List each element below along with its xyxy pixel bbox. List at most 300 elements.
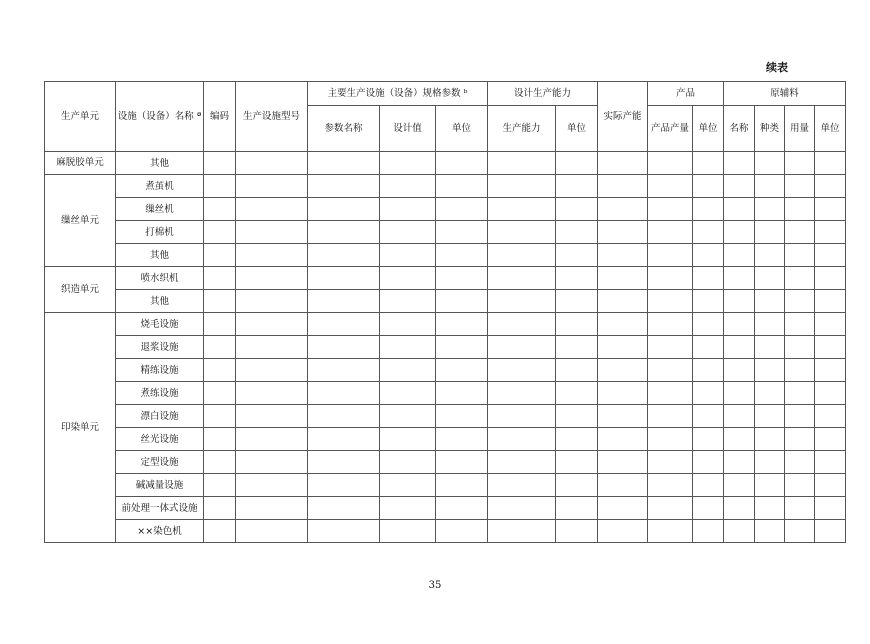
empty-cell <box>648 451 693 474</box>
empty-cell <box>236 198 308 221</box>
empty-cell <box>598 198 648 221</box>
page-number: 35 <box>428 580 442 591</box>
empty-cell <box>236 428 308 451</box>
empty-cell <box>785 405 815 428</box>
empty-cell <box>204 175 236 198</box>
facility-name-cell: 打棉机 <box>116 221 204 244</box>
header-raw-amount: 用量 <box>785 106 815 152</box>
empty-cell <box>785 382 815 405</box>
header-actual-capacity: 实际产能 <box>598 82 648 152</box>
empty-cell <box>436 382 488 405</box>
empty-cell <box>204 520 236 543</box>
empty-cell <box>598 221 648 244</box>
empty-cell <box>724 198 755 221</box>
empty-cell <box>308 520 380 543</box>
empty-cell <box>755 474 785 497</box>
empty-cell <box>648 497 693 520</box>
empty-cell <box>380 451 436 474</box>
empty-cell <box>598 359 648 382</box>
empty-cell <box>488 428 556 451</box>
empty-cell <box>380 152 436 175</box>
empty-cell <box>724 520 755 543</box>
facility-name-cell: 精练设施 <box>116 359 204 382</box>
header-capacity: 生产能力 <box>488 106 556 152</box>
empty-cell <box>724 428 755 451</box>
empty-cell <box>648 474 693 497</box>
empty-cell <box>785 336 815 359</box>
empty-cell <box>785 359 815 382</box>
empty-cell <box>488 152 556 175</box>
empty-cell <box>204 221 236 244</box>
empty-cell <box>308 451 380 474</box>
empty-cell <box>488 336 556 359</box>
empty-cell <box>815 267 846 290</box>
empty-cell <box>724 313 755 336</box>
empty-cell <box>785 175 815 198</box>
table-row <box>45 267 846 290</box>
empty-cell <box>693 451 724 474</box>
empty-cell <box>380 520 436 543</box>
empty-cell <box>598 451 648 474</box>
empty-cell <box>785 313 815 336</box>
table-row <box>45 359 846 382</box>
facility-name-cell: ××染色机 <box>116 520 204 543</box>
empty-cell <box>204 336 236 359</box>
empty-cell <box>204 359 236 382</box>
empty-cell <box>436 175 488 198</box>
empty-cell <box>556 267 598 290</box>
empty-cell <box>488 175 556 198</box>
facility-name-cell: 烧毛设施 <box>116 313 204 336</box>
empty-cell <box>236 451 308 474</box>
empty-cell <box>436 267 488 290</box>
empty-cell <box>308 474 380 497</box>
empty-cell <box>815 336 846 359</box>
empty-cell <box>724 359 755 382</box>
empty-cell <box>236 336 308 359</box>
empty-cell <box>308 405 380 428</box>
empty-cell <box>556 382 598 405</box>
empty-cell <box>488 313 556 336</box>
empty-cell <box>556 221 598 244</box>
empty-cell <box>598 382 648 405</box>
empty-cell <box>598 474 648 497</box>
empty-cell <box>598 520 648 543</box>
empty-cell <box>755 336 785 359</box>
empty-cell <box>436 221 488 244</box>
empty-cell <box>556 405 598 428</box>
empty-cell <box>380 313 436 336</box>
empty-cell <box>815 428 846 451</box>
empty-cell <box>556 336 598 359</box>
empty-cell <box>436 405 488 428</box>
empty-cell <box>308 198 380 221</box>
production-unit-cell: 印染单元 <box>45 313 116 543</box>
empty-cell <box>436 359 488 382</box>
empty-cell <box>204 382 236 405</box>
empty-cell <box>755 152 785 175</box>
table-row <box>45 290 846 313</box>
empty-cell <box>556 451 598 474</box>
empty-cell <box>648 428 693 451</box>
empty-cell <box>488 451 556 474</box>
empty-cell <box>236 313 308 336</box>
empty-cell <box>308 267 380 290</box>
empty-cell <box>755 520 785 543</box>
header-code: 编码 <box>204 82 236 152</box>
empty-cell <box>204 267 236 290</box>
facility-name-cell: 其他 <box>116 244 204 267</box>
empty-cell <box>724 451 755 474</box>
empty-cell <box>755 428 785 451</box>
production-unit-cell: 织造单元 <box>45 267 116 313</box>
empty-cell <box>724 152 755 175</box>
table-row <box>45 336 846 359</box>
empty-cell <box>785 221 815 244</box>
empty-cell <box>436 336 488 359</box>
empty-cell <box>755 497 785 520</box>
facility-name-cell: 碱减量设施 <box>116 474 204 497</box>
empty-cell <box>598 313 648 336</box>
empty-cell <box>380 267 436 290</box>
empty-cell <box>785 152 815 175</box>
empty-cell <box>755 175 785 198</box>
table-row <box>45 405 846 428</box>
empty-cell <box>724 290 755 313</box>
empty-cell <box>755 221 785 244</box>
empty-cell <box>204 198 236 221</box>
empty-cell <box>648 336 693 359</box>
empty-cell <box>693 474 724 497</box>
empty-cell <box>598 405 648 428</box>
empty-cell <box>380 428 436 451</box>
empty-cell <box>724 382 755 405</box>
empty-cell <box>598 152 648 175</box>
empty-cell <box>488 290 556 313</box>
empty-cell <box>488 382 556 405</box>
empty-cell <box>556 152 598 175</box>
facility-name-cell: 其他 <box>116 152 204 175</box>
table-row <box>45 152 846 175</box>
empty-cell <box>488 198 556 221</box>
empty-cell <box>204 313 236 336</box>
table-row <box>45 221 846 244</box>
empty-cell <box>755 382 785 405</box>
empty-cell <box>488 359 556 382</box>
empty-cell <box>556 474 598 497</box>
empty-cell <box>648 244 693 267</box>
empty-cell <box>648 520 693 543</box>
empty-cell <box>204 244 236 267</box>
empty-cell <box>436 451 488 474</box>
production-facility-table <box>44 81 846 543</box>
empty-cell <box>556 198 598 221</box>
empty-cell <box>598 267 648 290</box>
empty-cell <box>815 451 846 474</box>
empty-cell <box>236 497 308 520</box>
table-row <box>45 175 846 198</box>
header-raw-name: 名称 <box>724 106 755 152</box>
empty-cell <box>815 474 846 497</box>
empty-cell <box>488 244 556 267</box>
header-raw-materials: 原辅料 <box>724 82 846 106</box>
empty-cell <box>308 290 380 313</box>
empty-cell <box>204 152 236 175</box>
empty-cell <box>598 244 648 267</box>
empty-cell <box>648 290 693 313</box>
empty-cell <box>556 428 598 451</box>
empty-cell <box>436 244 488 267</box>
empty-cell <box>598 175 648 198</box>
empty-cell <box>380 497 436 520</box>
empty-cell <box>693 313 724 336</box>
empty-cell <box>755 359 785 382</box>
facility-name-cell: 缫丝机 <box>116 198 204 221</box>
facility-name-cell: 煮茧机 <box>116 175 204 198</box>
empty-cell <box>436 497 488 520</box>
empty-cell <box>693 336 724 359</box>
empty-cell <box>755 244 785 267</box>
empty-cell <box>236 359 308 382</box>
empty-cell <box>815 497 846 520</box>
empty-cell <box>488 221 556 244</box>
facility-name-cell: 煮练设施 <box>116 382 204 405</box>
empty-cell <box>380 474 436 497</box>
empty-cell <box>815 520 846 543</box>
empty-cell <box>236 244 308 267</box>
empty-cell <box>648 221 693 244</box>
header-param-unit: 单位 <box>436 106 488 152</box>
empty-cell <box>724 175 755 198</box>
empty-cell <box>724 267 755 290</box>
production-unit-cell: 麻脱胶单元 <box>45 152 116 175</box>
empty-cell <box>785 474 815 497</box>
table-row <box>45 451 846 474</box>
empty-cell <box>556 175 598 198</box>
empty-cell <box>815 382 846 405</box>
header-product: 产品 <box>648 82 724 106</box>
empty-cell <box>815 313 846 336</box>
empty-cell <box>556 497 598 520</box>
empty-cell <box>236 382 308 405</box>
empty-cell <box>724 221 755 244</box>
empty-cell <box>648 405 693 428</box>
production-unit-cell: 缫丝单元 <box>45 175 116 267</box>
empty-cell <box>724 244 755 267</box>
empty-cell <box>755 405 785 428</box>
empty-cell <box>556 244 598 267</box>
empty-cell <box>204 474 236 497</box>
empty-cell <box>755 267 785 290</box>
empty-cell <box>648 175 693 198</box>
empty-cell <box>488 474 556 497</box>
empty-cell <box>693 198 724 221</box>
empty-cell <box>436 474 488 497</box>
header-main-params: 主要生产设施（设备）规格参数 ᵇ <box>308 82 488 106</box>
empty-cell <box>693 221 724 244</box>
empty-cell <box>236 520 308 543</box>
empty-cell <box>380 290 436 313</box>
empty-cell <box>755 198 785 221</box>
empty-cell <box>648 382 693 405</box>
header-unit: 生产单元 <box>45 82 116 152</box>
empty-cell <box>755 290 785 313</box>
empty-cell <box>693 497 724 520</box>
empty-cell <box>436 428 488 451</box>
empty-cell <box>693 359 724 382</box>
table-row <box>45 198 846 221</box>
empty-cell <box>785 428 815 451</box>
header-model: 生产设施型号 <box>236 82 308 152</box>
empty-cell <box>785 290 815 313</box>
facility-name-cell: 其他 <box>116 290 204 313</box>
empty-cell <box>785 520 815 543</box>
empty-cell <box>380 336 436 359</box>
empty-cell <box>693 428 724 451</box>
empty-cell <box>308 497 380 520</box>
facility-name-cell: 前处理一体式设施 <box>116 497 204 520</box>
facility-name-cell: 漂白设施 <box>116 405 204 428</box>
empty-cell <box>815 175 846 198</box>
empty-cell <box>308 336 380 359</box>
empty-cell <box>308 382 380 405</box>
table-body <box>45 152 846 543</box>
empty-cell <box>598 497 648 520</box>
empty-cell <box>693 175 724 198</box>
empty-cell <box>236 405 308 428</box>
empty-cell <box>236 290 308 313</box>
empty-cell <box>380 175 436 198</box>
empty-cell <box>815 359 846 382</box>
empty-cell <box>693 290 724 313</box>
empty-cell <box>598 336 648 359</box>
empty-cell <box>488 405 556 428</box>
table-row <box>45 244 846 267</box>
empty-cell <box>236 221 308 244</box>
empty-cell <box>693 520 724 543</box>
empty-cell <box>236 267 308 290</box>
header-raw-unit: 单位 <box>815 106 846 152</box>
empty-cell <box>436 152 488 175</box>
empty-cell <box>648 313 693 336</box>
header-design-value: 设计值 <box>380 106 436 152</box>
empty-cell <box>815 244 846 267</box>
empty-cell <box>693 382 724 405</box>
empty-cell <box>724 336 755 359</box>
header-param-name: 参数名称 <box>308 106 380 152</box>
empty-cell <box>236 175 308 198</box>
empty-cell <box>724 497 755 520</box>
empty-cell <box>380 359 436 382</box>
empty-cell <box>308 428 380 451</box>
empty-cell <box>693 244 724 267</box>
empty-cell <box>598 428 648 451</box>
empty-cell <box>724 474 755 497</box>
empty-cell <box>556 359 598 382</box>
empty-cell <box>785 497 815 520</box>
empty-cell <box>380 405 436 428</box>
empty-cell <box>693 405 724 428</box>
empty-cell <box>755 313 785 336</box>
facility-name-cell: 定型设施 <box>116 451 204 474</box>
empty-cell <box>204 290 236 313</box>
empty-cell <box>488 497 556 520</box>
empty-cell <box>785 244 815 267</box>
table-row <box>45 313 846 336</box>
empty-cell <box>648 267 693 290</box>
table-header <box>45 82 846 152</box>
empty-cell <box>436 313 488 336</box>
empty-cell <box>556 313 598 336</box>
empty-cell <box>308 359 380 382</box>
empty-cell <box>724 405 755 428</box>
empty-cell <box>308 313 380 336</box>
table-row <box>45 382 846 405</box>
empty-cell <box>815 221 846 244</box>
table-row <box>45 520 846 543</box>
facility-name-cell: 丝光设施 <box>116 428 204 451</box>
header-product-output: 产品产量 <box>648 106 693 152</box>
empty-cell <box>815 405 846 428</box>
empty-cell <box>755 451 785 474</box>
empty-cell <box>436 520 488 543</box>
empty-cell <box>204 405 236 428</box>
empty-cell <box>815 198 846 221</box>
empty-cell <box>648 152 693 175</box>
empty-cell <box>236 474 308 497</box>
facility-name-cell: 退浆设施 <box>116 336 204 359</box>
empty-cell <box>648 359 693 382</box>
empty-cell <box>204 497 236 520</box>
header-raw-type: 种类 <box>755 106 785 152</box>
empty-cell <box>693 152 724 175</box>
continued-table-label: 续表 <box>766 61 788 74</box>
empty-cell <box>598 290 648 313</box>
empty-cell <box>308 221 380 244</box>
empty-cell <box>380 382 436 405</box>
empty-cell <box>556 290 598 313</box>
empty-cell <box>204 428 236 451</box>
table-row <box>45 474 846 497</box>
facility-name-cell: 喷水织机 <box>116 267 204 290</box>
empty-cell <box>785 267 815 290</box>
empty-cell <box>236 152 308 175</box>
empty-cell <box>648 198 693 221</box>
empty-cell <box>556 520 598 543</box>
header-capacity-unit: 单位 <box>556 106 598 152</box>
empty-cell <box>785 451 815 474</box>
header-design-capacity: 设计生产能力 <box>488 82 598 106</box>
empty-cell <box>380 198 436 221</box>
empty-cell <box>380 221 436 244</box>
header-facility-name: 设施（设备）名称 ª <box>116 82 204 152</box>
empty-cell <box>693 267 724 290</box>
empty-cell <box>815 290 846 313</box>
empty-cell <box>308 152 380 175</box>
empty-cell <box>380 244 436 267</box>
table-row <box>45 497 846 520</box>
empty-cell <box>785 198 815 221</box>
empty-cell <box>488 267 556 290</box>
empty-cell <box>436 198 488 221</box>
table-row <box>45 428 846 451</box>
header-product-unit: 单位 <box>693 106 724 152</box>
empty-cell <box>308 244 380 267</box>
empty-cell <box>436 290 488 313</box>
empty-cell <box>204 451 236 474</box>
empty-cell <box>488 520 556 543</box>
empty-cell <box>308 175 380 198</box>
